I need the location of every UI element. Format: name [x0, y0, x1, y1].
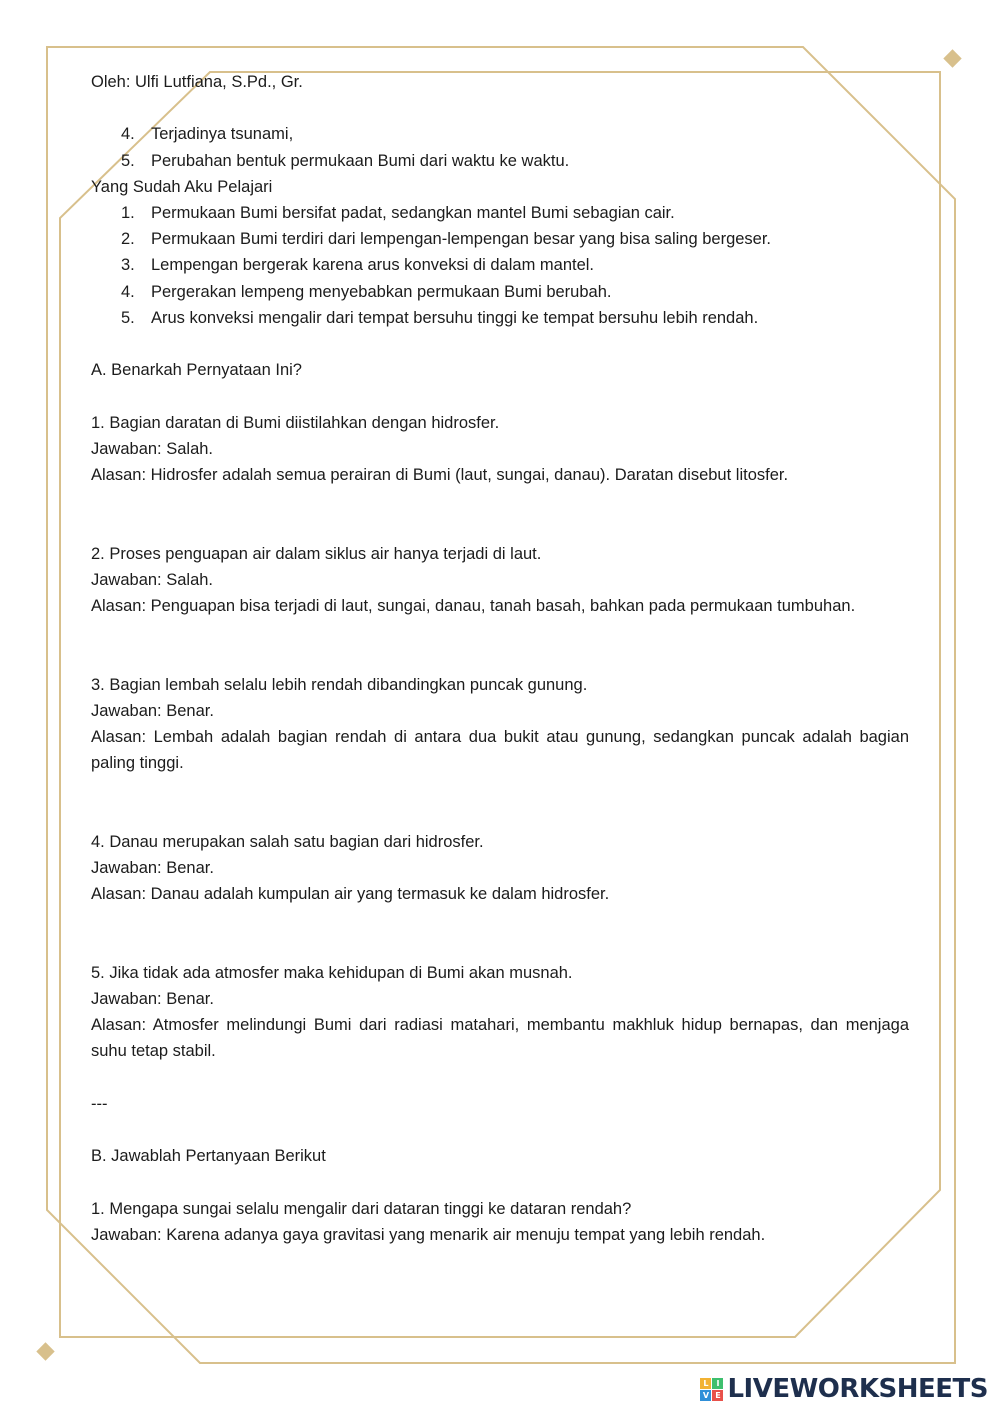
question-block-a5 — [91, 960, 909, 1065]
question-text: 1. Mengapa sungai selalu mengalir dari dataran tinggi ke dataran rendah? — [91, 1199, 632, 1218]
answer-text: Jawaban: Salah. — [91, 439, 214, 458]
continued-list — [91, 121, 909, 173]
list-item: 5. Perubahan bentuk permukaan Bumi dari waktu ke waktu. — [121, 151, 570, 170]
frame-diamond-top-right — [943, 49, 961, 67]
learned-list — [91, 200, 909, 331]
section-b-heading: B. Jawablah Pertanyaan Berikut — [91, 1147, 326, 1166]
question-block-a3 — [91, 672, 909, 777]
question-text: 1. Bagian daratan di Bumi diistilahkan dengan hidrosfer. — [91, 413, 500, 432]
list-item: 2. Permukaan Bumi terdiri dari lempengan-lempengan besar yang bisa saling bergeser. — [121, 230, 772, 249]
answer-text: Jawaban: Salah. — [91, 570, 214, 589]
question-text: 2. Proses penguapan air dalam siklus air hanya terjadi di laut. — [91, 544, 542, 563]
frame-diamond-bottom-left — [36, 1342, 54, 1360]
answer-text: Jawaban: Benar. — [91, 990, 214, 1008]
section-a-heading: A. Benarkah Pernyataan Ini? — [91, 361, 302, 380]
reason-text: Alasan: Hidrosfer adalah semua perairan di Bumi (laut, sungai, danau). Daratan disebut litosfer. — [91, 466, 789, 484]
question-block-a4 — [91, 829, 909, 908]
list-item: 1. Permukaan Bumi bersifat padat, sedangkan mantel Bumi sebagian cair. — [121, 204, 675, 222]
reason-text: Alasan: Lembah adalah bagian rendah di antara dua bukit atau gunung, sedangkan puncak adalah bagian paling tinggi. — [91, 728, 909, 773]
learned-heading: Yang Sudah Aku Pelajari — [91, 177, 273, 196]
reason-text: Alasan: Penguapan bisa terjadi di laut, sungai, danau, tanah basah, bahkan pada permukaan tumbuhan. — [91, 597, 856, 615]
liveworksheets-logo — [700, 1372, 988, 1406]
list-item: 5. Arus konveksi mengalir dari tempat bersuhu tinggi ke tempat bersuhu lebih rendah. — [121, 308, 759, 327]
answer-text: Jawaban: Benar. — [91, 701, 214, 720]
question-block-b1 — [91, 1196, 909, 1248]
logo-text: LIVEWORKSHEETS — [727, 1374, 988, 1404]
question-block-a2 — [91, 541, 909, 620]
document-body — [91, 69, 909, 1248]
separator: --- — [91, 1094, 108, 1113]
reason-text: Alasan: Danau adalah kumpulan air yang termasuk ke dalam hidrosfer. — [91, 885, 610, 904]
list-item: 3. Lempengan bergerak karena arus konveksi di dalam mantel. — [121, 256, 595, 275]
logo-mark-cell: V — [700, 1390, 711, 1401]
logo-mark-cell: I — [712, 1378, 723, 1389]
logo-mark-cell: E — [712, 1390, 723, 1401]
question-text: 3. Bagian lembah selalu lebih rendah dibandingkan puncak gunung. — [91, 675, 588, 694]
list-item: 4. Terjadinya tsunami, — [121, 125, 294, 144]
reason-text: Alasan: Atmosfer melindungi Bumi dari radiasi matahari, membantu makhluk hidup bernapas, dan menjaga suhu tetap stabil. — [91, 1016, 909, 1061]
list-item: 4. Pergerakan lempeng menyebabkan permukaan Bumi berubah. — [121, 282, 612, 301]
question-text: 5. Jika tidak ada atmosfer maka kehidupan di Bumi akan musnah. — [91, 963, 573, 982]
question-block-a1 — [91, 410, 909, 489]
question-text: 4. Danau merupakan salah satu bagian dari hidrosfer. — [91, 832, 484, 851]
author-line: Oleh: Ulfi Lutfiana, S.Pd., Gr. — [91, 73, 303, 91]
answer-text: Jawaban: Karena adanya gaya gravitasi yang menarik air menuju tempat yang lebih rendah. — [91, 1225, 766, 1244]
answer-text: Jawaban: Benar. — [91, 859, 214, 877]
logo-mark-cell: L — [700, 1378, 711, 1389]
logo-mark-icon — [700, 1378, 723, 1401]
